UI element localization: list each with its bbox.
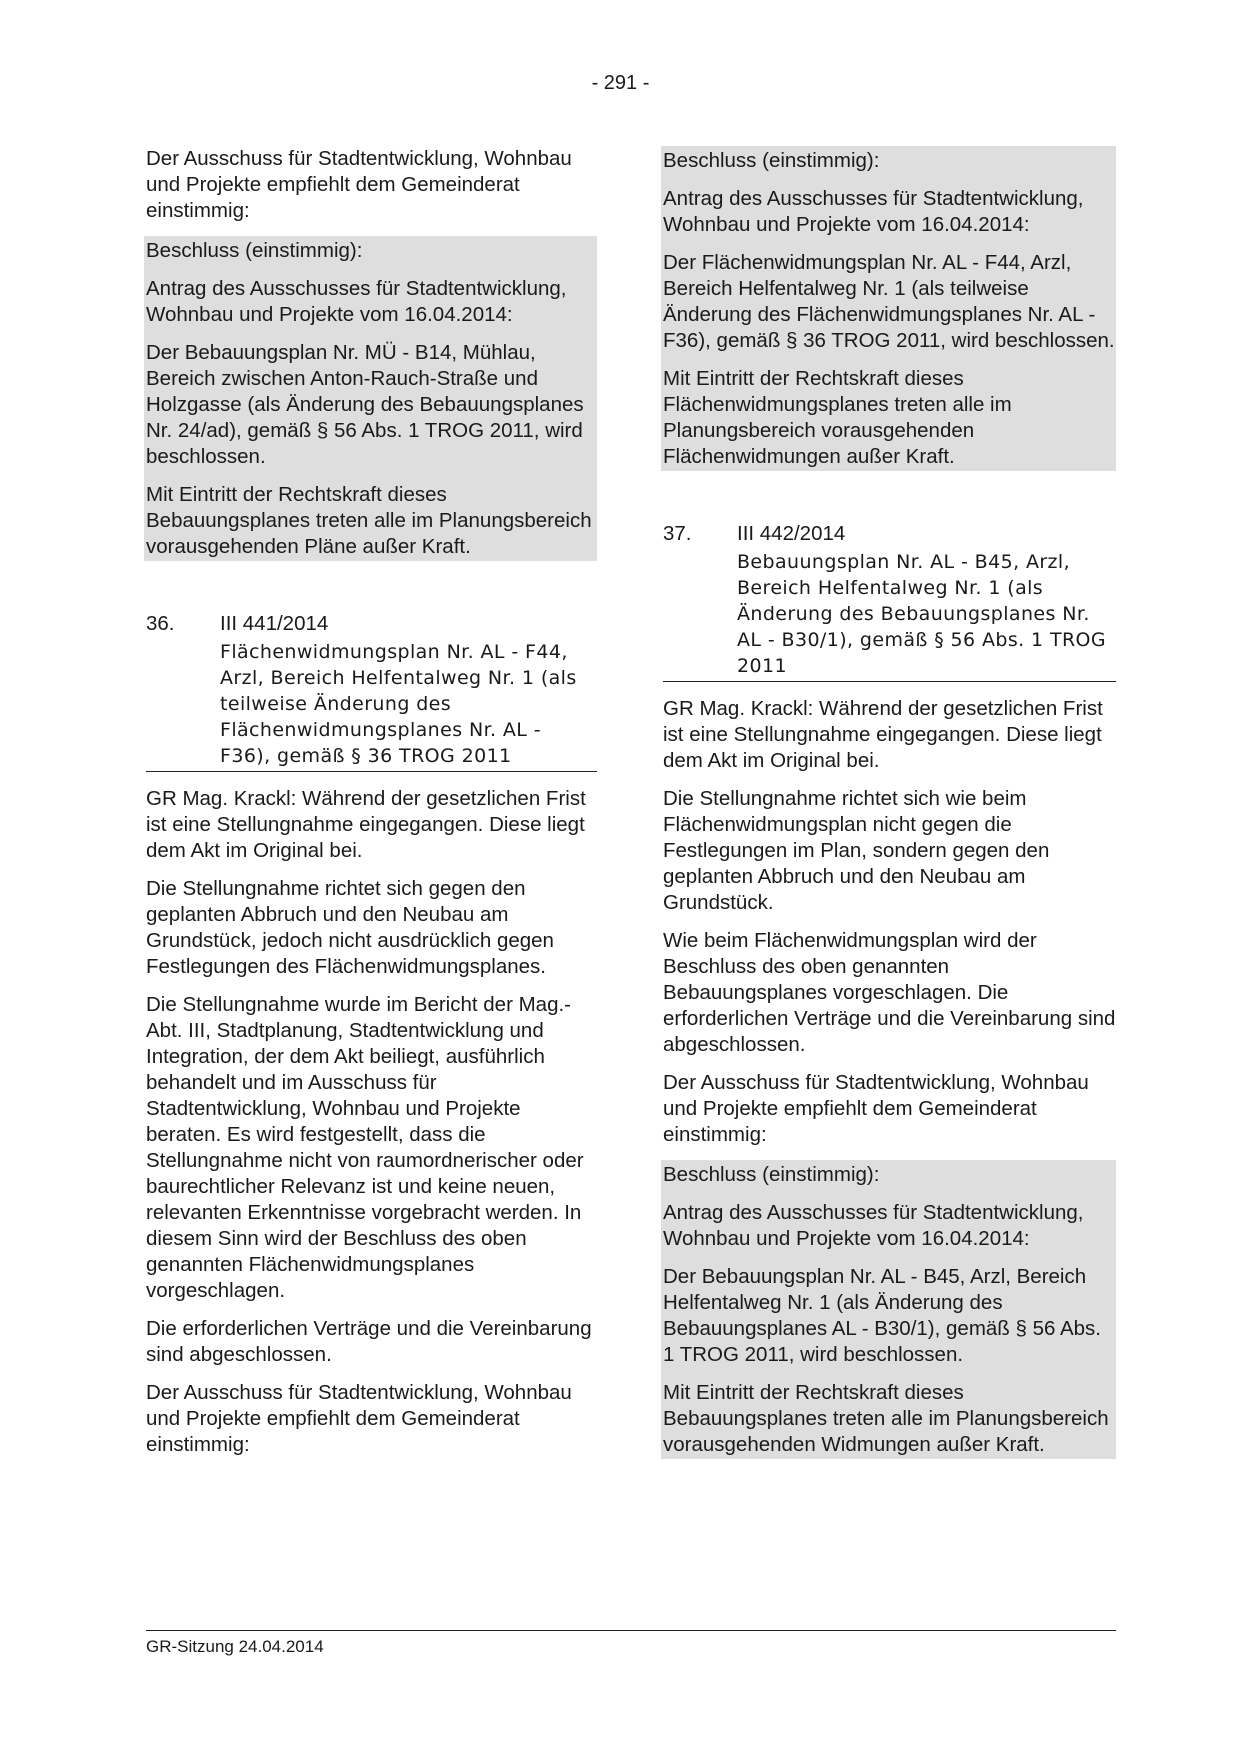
resolution-effect: Mit Eintritt der Rechtskraft dieses Bebauungsplanes treten alle im Planungsbereich vorausgehenden Widmungen außer Kraft. <box>663 1381 1109 1456</box>
paragraph: Die Stellungnahme richtet sich gegen den geplanten Abbruch und den Neubau am Grundstück, jedoch nicht ausdrücklich gegen Festlegungen des Flächenwidmungsplanes. <box>146 877 554 978</box>
resolution-box <box>144 236 597 561</box>
resolution-motion: Antrag des Ausschusses für Stadtentwicklung, Wohnbau und Projekte vom 16.04.2014: <box>663 1201 1084 1250</box>
footer-session-date: GR-Sitzung 24.04.2014 <box>146 1637 324 1656</box>
resolution-heading: Beschluss (einstimmig): <box>663 1163 880 1186</box>
right-column <box>663 146 1116 1459</box>
resolution-box <box>661 1160 1116 1459</box>
resolution-text: Der Bebauungsplan Nr. MÜ - B14, Mühlau, Bereich zwischen Anton-Rauch-Straße und Holzgasse (als Änderung des Bebauungsplanes Nr. 24/ad), gemäß § 56 Abs. 1 TROG 2011, wird beschlossen. <box>146 341 584 468</box>
page-number: - 291 - <box>591 72 650 94</box>
paragraph: Wie beim Flächenwidmungsplan wird der Beschluss des oben genannten Bebauungsplanes vorgeschlagen. Die erforderlichen Verträge und die Vereinbarung sind abgeschlossen. <box>663 929 1116 1056</box>
paragraph: Der Ausschuss für Stadtentwicklung, Wohnbau und Projekte empfiehlt dem Gemeinderat einstimmig: <box>146 1381 572 1456</box>
paragraph: Der Ausschuss für Stadtentwicklung, Wohnbau und Projekte empfiehlt dem Gemeinderat einstimmig: <box>663 1071 1089 1146</box>
resolution-motion: Antrag des Ausschusses für Stadtentwicklung, Wohnbau und Projekte vom 16.04.2014: <box>146 277 567 326</box>
paragraph: GR Mag. Krackl: Während der gesetzlichen Frist ist eine Stellungnahme eingegangen. Diese liegt dem Akt im Original bei. <box>146 787 586 862</box>
paragraph: Die erforderlichen Verträge und die Vereinbarung sind abgeschlossen. <box>146 1317 592 1366</box>
item-number: 37. <box>663 522 692 545</box>
item-number: 36. <box>146 612 175 635</box>
resolution-heading: Beschluss (einstimmig): <box>146 239 363 262</box>
paragraph: Die Stellungnahme richtet sich wie beim Flächenwidmungsplan nicht gegen die Festlegungen im Plan, sondern gegen den geplanten Abbruch und den Neubau am Grundstück. <box>663 787 1050 914</box>
resolution-effect: Mit Eintritt der Rechtskraft dieses Flächenwidmungsplanes treten alle im Planungsbereich vorausgehenden Flächenwidmungen außer Kraft. <box>663 367 1012 468</box>
committee-recommendation: Der Ausschuss für Stadtentwicklung, Wohnbau und Projekte empfiehlt dem Gemeinderat einstimmig: <box>146 147 572 222</box>
resolution-heading: Beschluss (einstimmig): <box>663 149 880 172</box>
footer-divider <box>146 1630 1116 1631</box>
item-title-rule <box>146 639 597 772</box>
item-title: Flächenwidmungsplan Nr. AL - F44, Arzl, Bereich Helfentalweg Nr. 1 (als teilweise Änderung des Flächenwidmungsplanes Nr. AL - F36), gemäß § 36 TROG 2011 <box>220 641 577 767</box>
resolution-box <box>661 146 1116 471</box>
resolution-effect: Mit Eintritt der Rechtskraft dieses Bebauungsplanes treten alle im Planungsbereich vorausgehenden Pläne außer Kraft. <box>146 483 592 558</box>
item-title: Bebauungsplan Nr. AL - B45, Arzl, Bereich Helfentalweg Nr. 1 (als Änderung des Bebauungsplanes Nr. AL - B30/1), gemäß § 56 Abs. 1 TROG 2011 <box>737 551 1107 677</box>
paragraph: Die Stellungnahme wurde im Bericht der Mag.-Abt. III, Stadtplanung, Stadtentwicklung und Integration, der dem Akt beiliegt, ausführlich behandelt und im Ausschuss für Stadtentwicklung, Wohnbau und Projekte beraten. Es wird festgestellt, dass die Stellungnahme nicht von raumordnerischer oder baurechtlicher Relevanz ist und keine neuen, relevanten Erkenntnisse vorgebracht werden. In diesem Sinn wird der Beschluss des oben genannten Flächenwidmungsplanes vorgeschlagen. <box>146 993 584 1302</box>
item-title-rule <box>663 549 1116 682</box>
resolution-text: Der Flächenwidmungsplan Nr. AL - F44, Arzl, Bereich Helfentalweg Nr. 1 (als teilweise Änderung des Flächenwidmungsplanes Nr. AL - F36), gemäß § 36 TROG 2011, wird beschlossen. <box>663 251 1115 352</box>
resolution-text: Der Bebauungsplan Nr. AL - B45, Arzl, Bereich Helfentalweg Nr. 1 (als Änderung des Bebauungsplanes AL - B30/1), gemäß § 56 Abs. 1 TROG 2011, wird beschlossen. <box>663 1265 1102 1366</box>
left-column <box>146 146 597 1470</box>
item-reference: III 441/2014 <box>220 612 329 635</box>
agenda-item-36 <box>146 611 597 772</box>
resolution-motion: Antrag des Ausschusses für Stadtentwicklung, Wohnbau und Projekte vom 16.04.2014: <box>663 187 1084 236</box>
paragraph: GR Mag. Krackl: Während der gesetzlichen Frist ist eine Stellungnahme eingegangen. Diese liegt dem Akt im Original bei. <box>663 697 1103 772</box>
item-reference: III 442/2014 <box>737 522 846 545</box>
agenda-item-37 <box>663 521 1116 682</box>
